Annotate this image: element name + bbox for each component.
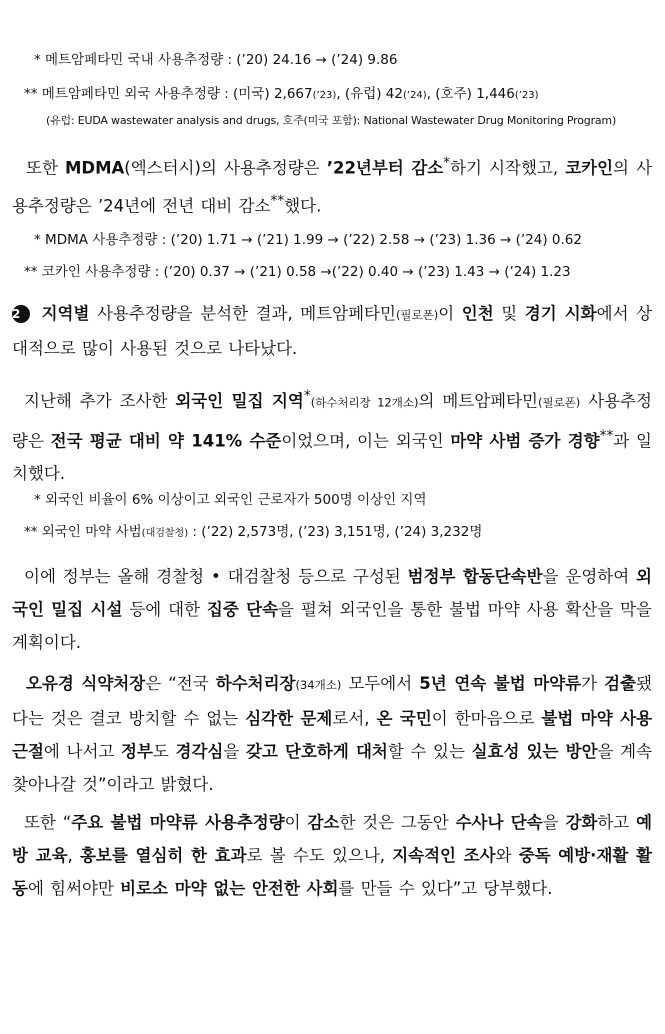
- footnote-text: ** 메트암페타민 외국 사용추정량 : (미국) 2,667: [24, 86, 313, 102]
- paragraph-mdma: [12, 147, 652, 222]
- text: 를 만들 수 있다”고 당부했다.: [338, 879, 553, 898]
- text: 하기 시작했고,: [450, 158, 566, 178]
- emphasis: 외국인 밀집 지역: [175, 391, 304, 411]
- text: ,: [67, 846, 80, 865]
- emphasis: 감소: [307, 813, 340, 832]
- emphasis: 경각심: [175, 742, 224, 761]
- text: 한 것은 그동안: [339, 813, 456, 832]
- text: 에 나서고: [43, 742, 121, 761]
- text: 을 계속 찾아나갈 것”이라고 밝혔다.: [12, 742, 653, 794]
- emphasis: 전국 평균 대비 약 141% 수준: [50, 431, 282, 450]
- text: 또한: [26, 158, 65, 178]
- paragraph-closing-quote: [12, 806, 652, 905]
- footnote-text: : (’22) 2,573명, (’23) 3,151명, (’24) 3,232명: [188, 524, 483, 540]
- footnote-meth-foreign: [24, 84, 539, 106]
- footnote-marker: **: [599, 427, 614, 444]
- emphasis: 수사나 단속: [455, 813, 543, 832]
- text-small: (34개소): [295, 678, 342, 692]
- paragraph-region: [12, 297, 652, 365]
- footnote-meth-domestic: * 메트암페타민 국내 사용추정량 : (’20) 24.16 → (’24) 9.86: [34, 52, 398, 68]
- emphasis: 검출: [604, 674, 637, 693]
- text: 은 “전국: [145, 674, 216, 693]
- footnote-text: , (유럽) 42: [336, 86, 403, 102]
- paragraph-foreign-area: [12, 380, 652, 490]
- source-note: (유럽: EUDA wastewater analysis and drugs, 호주(미국 포함): National Wastewater Drug Monitoring Program): [46, 114, 617, 127]
- text: 이었으며, 이는 외국인: [281, 431, 451, 450]
- text: 이에 정부는 올해 경찰청 • 대검찰청 등으로 구성된: [24, 567, 408, 586]
- text: 에 힘써야만: [27, 879, 121, 898]
- number-2-icon: 2: [12, 305, 30, 323]
- text-small: (필로폰): [395, 308, 439, 322]
- emphasis: 주요 불법 마약류 사용추정량: [71, 813, 285, 832]
- emphasis: 비로소 마약 없는 안전한 사회: [120, 879, 339, 898]
- text: 이: [438, 304, 462, 323]
- emphasis: 온 국민: [376, 709, 432, 728]
- text: 지난해 추가 조사한: [24, 391, 176, 411]
- emphasis: 홍보를 열심히 한 효과: [79, 846, 247, 865]
- text: 의 메트암페타민: [418, 391, 538, 411]
- text: 이 한마음으로: [431, 709, 542, 728]
- text: 및: [493, 304, 525, 323]
- text: 도: [152, 742, 176, 761]
- emphasis: 정부: [121, 742, 153, 761]
- text: 이: [284, 813, 308, 832]
- text: 와: [495, 846, 519, 865]
- footnote-mdma: * MDMA 사용추정량 : (’20) 1.71 → (’21) 1.99 → (’22) 2.58 → (’23) 1.36 → (’24) 0.62: [34, 232, 582, 248]
- paragraph-minister-quote: [12, 667, 652, 801]
- emphasis: 인천: [461, 304, 494, 323]
- emphasis: 강화: [565, 813, 598, 832]
- emphasis: 심각한 문제: [245, 709, 333, 728]
- emphasis: 지속적인 조사: [392, 846, 496, 865]
- text: 했다.: [284, 196, 322, 215]
- footnote-marker: *: [443, 155, 451, 171]
- emphasis: 5년 연속 불법 마약류: [419, 674, 582, 693]
- text: 로서,: [332, 709, 377, 728]
- footnote-source: (대검찰청): [141, 528, 189, 539]
- footnote-year: (’24): [402, 90, 427, 101]
- footnote-foreign-offenders: [24, 522, 482, 544]
- emphasis: 하수처리장: [215, 674, 296, 693]
- emphasis: 경기 시화: [524, 304, 597, 323]
- footnote-marker: **: [270, 192, 285, 209]
- emphasis: MDMA: [64, 158, 125, 178]
- emphasis: 예방 교육: [12, 813, 653, 865]
- footnote-year: (’23): [312, 90, 337, 101]
- emphasis: 범정부 합동단속반: [407, 567, 543, 586]
- text: 하고: [597, 813, 637, 832]
- footnote-text: , (호주) 1,446: [426, 86, 515, 102]
- footnote-year: (’23): [514, 90, 539, 101]
- emphasis: 실효성 있는 방안: [471, 742, 598, 761]
- text: 됐다는 것은 결코 방치할 수 없는: [12, 674, 653, 728]
- text: 을 운영하여: [542, 567, 637, 586]
- emphasis: 갖고 단호하게 대처: [245, 742, 388, 761]
- text-small: (하수처리장 12개소): [310, 395, 419, 410]
- emphasis: 중독 예방·재활 활동: [12, 846, 652, 898]
- text: (엑스터시)의 사용추정량은: [124, 158, 327, 178]
- text: 모두에서: [341, 674, 420, 693]
- footnote-text: ** 외국인 마약 사범: [24, 524, 142, 540]
- emphasis: 지역별: [41, 304, 90, 323]
- text: 을 펼쳐 외국인을 통한 불법 마약 사용 확산을 막을 계획이다.: [12, 600, 652, 652]
- emphasis: 외국인 밀집 시설: [12, 567, 652, 619]
- text: 을: [223, 742, 246, 761]
- text: 에서 상대적으로 많이 사용된 것으로 나타났다.: [12, 304, 653, 358]
- text: 사용추정량은: [12, 391, 652, 450]
- paragraph-government-plan: [12, 560, 652, 659]
- footnote-cocaine: ** 코카인 사용추정량 : (’20) 0.37 → (’21) 0.58 →(’22) 0.40 → (’23) 1.43 → (’24) 1.23: [24, 264, 571, 280]
- emphasis: 불법 마약 사용 근절: [12, 709, 653, 761]
- text: 을: [542, 813, 566, 832]
- emphasis: 집중 단속: [206, 600, 279, 619]
- text: 등에 대한: [122, 600, 207, 619]
- footnote-marker: *: [303, 388, 311, 404]
- text: 가: [581, 674, 605, 693]
- emphasis: ’22년부터 감소: [326, 158, 444, 178]
- footnote-foreign-area: * 외국인 비율이 6% 이상이고 외국인 근로자가 500명 이상인 지역: [34, 492, 427, 508]
- text-small: (필로폰): [537, 395, 581, 410]
- text: 할 수 있는: [387, 742, 472, 761]
- emphasis: 마약 사범 증가 경향: [450, 431, 600, 450]
- text: 과 일치했다.: [12, 431, 652, 483]
- emphasis: 오유경 식약처장: [26, 674, 146, 693]
- text: 로 볼 수도 있으나,: [246, 846, 393, 865]
- text: 사용추정량을 분석한 결과, 메트암페타민: [89, 304, 396, 323]
- text: 의 사용추정량은 ’24년에 전년 대비 감소: [12, 158, 653, 215]
- text: 또한 “: [24, 813, 72, 832]
- emphasis: 코카인: [565, 158, 614, 178]
